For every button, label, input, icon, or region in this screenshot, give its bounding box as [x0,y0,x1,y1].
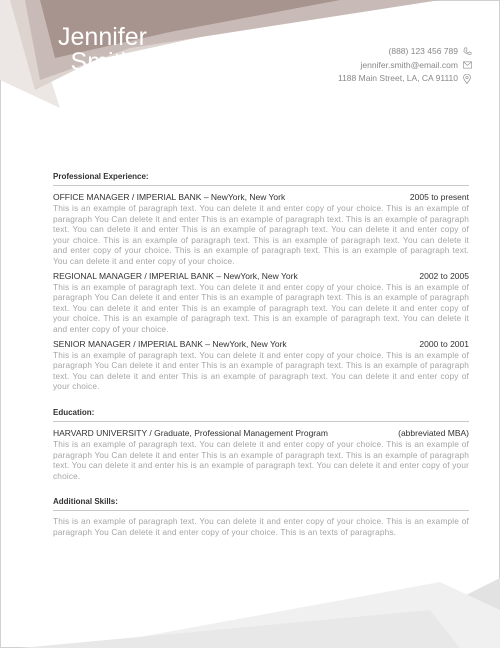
education-section [53,408,469,481]
address-text: 1188 Main Street, LA, CA 91110 [337,73,458,83]
skills-title: Additional Skills: [53,497,469,511]
job-description: This is an example of paragraph text. You can delete it and enter copy of your choice. This is an example of paragraph You Can delete it and enter This is an example of paragraph text. This is an example of paragraph text. You can delete it and enter This is an example of paragraph text. You can delete it and enter copy of your choice. [53,349,469,392]
job-entry [53,270,469,335]
experience-section [53,172,469,392]
education-description: This is an example of paragraph text. You can delete it and enter copy of your choice. This is an example of paragraph You Can delete it and enter This is an example of paragraph text. This is an example of paragraph text. You can delete it and enter his is an example of paragraph text. You can delete it and enter copy of your choice. [53,438,469,481]
footer-shape-left [20,610,460,648]
email-text[interactable]: jennifer.smith@email.com [360,59,458,70]
education-header [53,427,469,439]
job-header [53,270,469,282]
job-role: SENIOR MANAGER / IMPERIAL BANK – NewYork, New York [53,338,287,349]
footer-decoration [0,570,500,648]
job-dates: 2005 to present [409,192,469,202]
phone-text: (888) 123 456 789 [388,46,458,56]
job-dates: 2002 to 2005 [419,270,469,281]
last-name: Smith [70,48,135,76]
job-dates: 2000 to 2001 [419,338,469,349]
job-header [53,191,469,203]
location-icon [462,74,472,84]
contact-email [252,59,472,73]
job-role: REGIONAL MANAGER / IMPERIAL BANK – NewYork, New York [53,270,298,281]
resume-content [53,172,469,553]
skills-description: This is an example of paragraph text. You can delete it and enter copy of your choice. This is an example of paragraph You Can delete it and enter copy of your choice. This is an texts of paragraphs. [53,516,469,537]
first-name: Jennifer [58,23,147,51]
contact-address [252,72,472,86]
phone-icon [462,47,472,57]
contact-block [252,45,472,86]
name-block [40,25,165,75]
education-note: (abbreviated MBA) [398,427,469,438]
job-entry [53,191,469,267]
education-title: Education: [53,408,469,422]
job-description: This is an example of paragraph text. You can delete it and enter copy of your choice. This is an example of paragraph You Can delete it and enter This is an example of paragraph text. This is an example of paragraph text. You can delete it and enter This is an example of paragraph text. You can delete it and enter copy of your choice. This is an example of paragraph text. This is an example of paragraph text. You can delete it and enter copy of your choice. [53,281,469,334]
contact-phone [252,45,472,59]
job-role: OFFICE MANAGER / IMPERIAL BANK – NewYork, New York [53,192,286,202]
job-description: This is an example of paragraph text. You can delete it and enter copy of your choice. This is an example of paragraph You Can delete it and enter This is an example of paragraph text. This is an example of paragraph text. You can delete it and enter This is an example of paragraph text. You can delete it and enter copy of your choice. This is an example of paragraph text. This is an example of paragraph text. You can delete it and enter copy of your choice. This is an example of paragraph text. This is an example of paragraph text. You can delete it and enter copy of your choice. [53,203,469,266]
job-entry [53,338,469,392]
skills-section [53,497,469,537]
email-icon [462,60,472,70]
job-header [53,338,469,350]
education-school: HARVARD UNIVERSITY / Graduate, Professional Management Program [53,427,328,438]
experience-title: Professional Experience: [53,172,469,186]
